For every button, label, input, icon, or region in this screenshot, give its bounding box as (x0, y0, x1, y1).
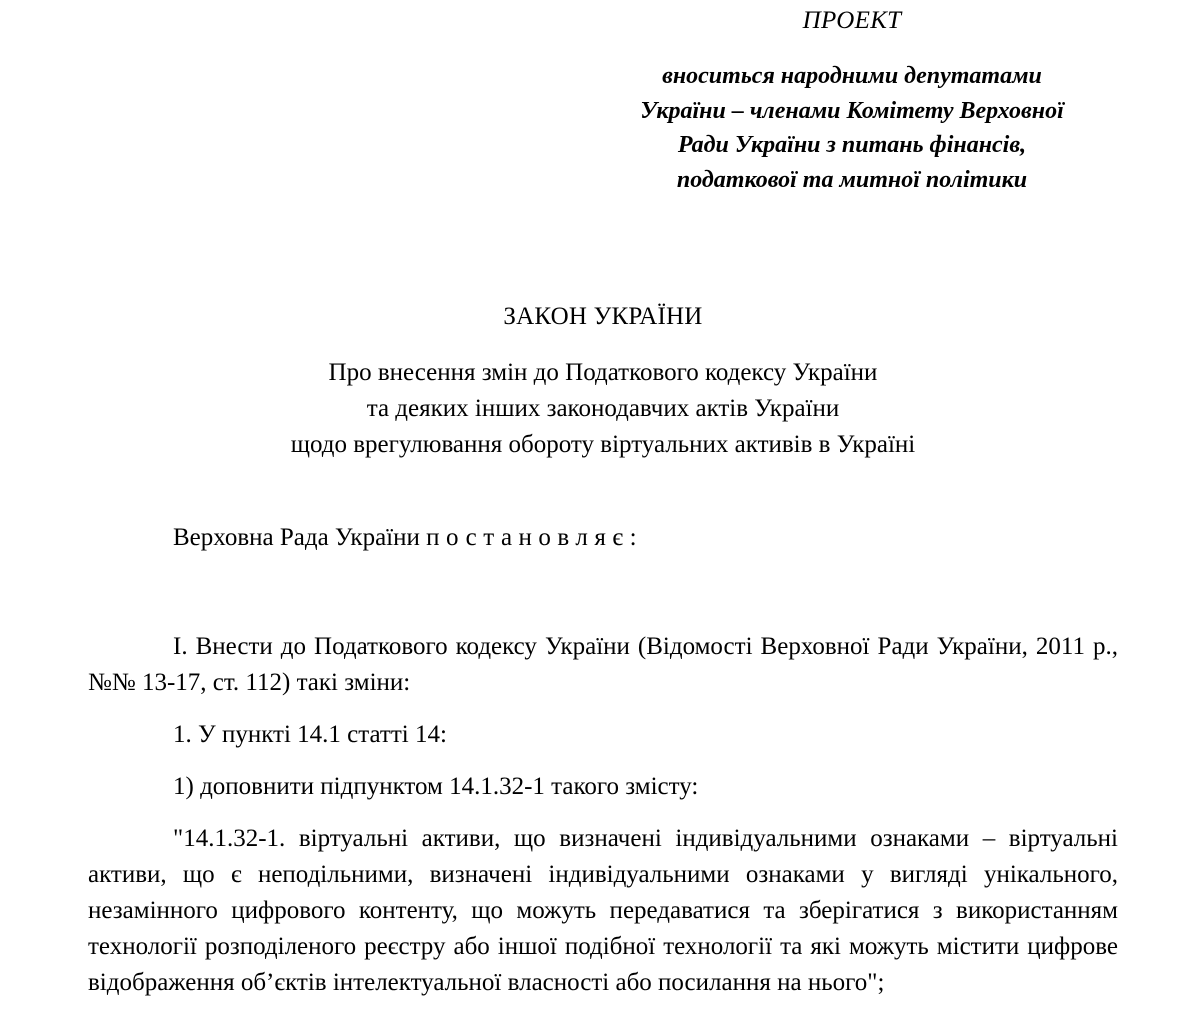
law-title-line-3: щодо врегулювання обороту віртуальних активів в Україні (290, 431, 916, 458)
submitter-block (592, 59, 1112, 197)
paragraph-definition-quote: "14.1.32-1. віртуальні активи, що визначені індивідуальними ознаками – віртуальні активи, що є неподільними, визначені індивідуальними ознаками у вигляді унікального, незамінного цифрового контенту, що можуть передаватися та зберігатися з використанням технології розподіленого реєстру або іншої подібної технології та які можуть містити цифрове відображення об’єктів інтелектуальної власності або посилання на нього"; (88, 825, 1118, 996)
law-title-line-1: Про внесення змін до Податкового кодексу України (328, 359, 878, 386)
document-body (88, 520, 1118, 1001)
law-heading: ЗАКОН УКРАЇНИ (503, 303, 703, 330)
draft-label: ПРОЕКТ (802, 7, 902, 34)
law-title-block (88, 355, 1118, 463)
law-title-line-2: та деяких інших законодавчих актів України (366, 395, 840, 422)
paragraph-subitem-1: 1) доповнити підпунктом 14.1.32-1 такого змісту: (173, 773, 699, 800)
paragraph-enacting-clause (88, 520, 1118, 556)
document-header-block (592, 4, 1112, 197)
paragraph-item-1: 1. У пункті 14.1 статті 14: (173, 721, 447, 748)
enacting-suffix: : (629, 524, 637, 551)
submitter-line-4: податкової та митної політики (676, 166, 1028, 193)
submitter-line-3: Ради України з питань фінансів, (677, 132, 1027, 158)
enacting-spaced-word: постановляє (426, 524, 630, 551)
paragraph-amend-intro: І. Внести до Податкового кодексу України (Відомості Верховної Ради України, 2011 р., №№ 13-17, ст. 112) такі зміни: (88, 633, 1118, 696)
enacting-prefix: Верховна Рада України (173, 524, 427, 551)
submitter-line-2: України – членами Комітету Верховної (640, 97, 1064, 124)
submitter-line-1: вноситься народними депутатами (662, 63, 1042, 89)
